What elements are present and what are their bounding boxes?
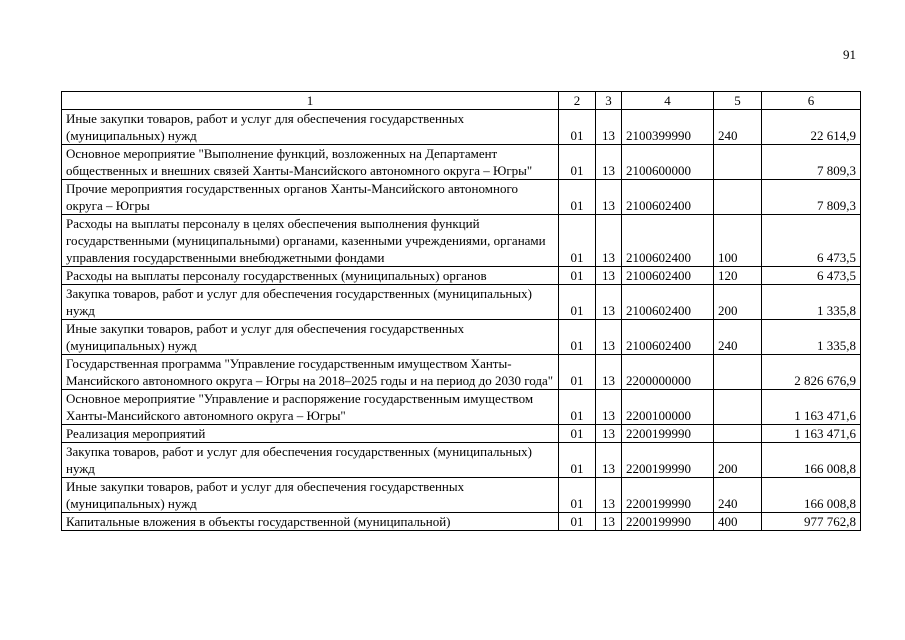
header-cell-3: 3 <box>596 92 622 110</box>
row-expense-type: 120 <box>714 267 762 285</box>
row-expense-type <box>714 425 762 443</box>
row-amount: 7 809,3 <box>762 180 861 215</box>
table-row <box>62 355 861 390</box>
row-amount: 22 614,9 <box>762 110 861 145</box>
row-target-article: 2100600000 <box>622 145 714 180</box>
budget-table <box>61 91 861 531</box>
row-expense-type: 400 <box>714 513 762 531</box>
table-row <box>62 145 861 180</box>
table-row <box>62 513 861 531</box>
table-row <box>62 443 861 478</box>
row-section: 01 <box>559 285 596 320</box>
row-name: Иные закупки товаров, работ и услуг для обеспечения государственных (муниципальных) нужд <box>62 110 559 145</box>
row-subsection: 13 <box>596 390 622 425</box>
row-name: Основное мероприятие "Выполнение функций, возложенных на Департамент общественных и внешних связей Ханты-Мансийского автономного округа – Югры" <box>62 145 559 180</box>
row-amount: 7 809,3 <box>762 145 861 180</box>
row-expense-type <box>714 355 762 390</box>
row-target-article: 2100399990 <box>622 110 714 145</box>
row-subsection: 13 <box>596 285 622 320</box>
row-expense-type: 200 <box>714 285 762 320</box>
row-target-article: 2200199990 <box>622 478 714 513</box>
row-section: 01 <box>559 513 596 531</box>
row-subsection: 13 <box>596 355 622 390</box>
table-row <box>62 425 861 443</box>
row-subsection: 13 <box>596 320 622 355</box>
row-amount: 166 008,8 <box>762 478 861 513</box>
row-amount: 977 762,8 <box>762 513 861 531</box>
row-section: 01 <box>559 320 596 355</box>
table-row <box>62 180 861 215</box>
row-name: Закупка товаров, работ и услуг для обеспечения государственных (муниципальных) нужд <box>62 443 559 478</box>
row-target-article: 2100602400 <box>622 215 714 267</box>
row-amount: 1 335,8 <box>762 285 861 320</box>
row-target-article: 2200199990 <box>622 443 714 478</box>
header-cell-5: 5 <box>714 92 762 110</box>
row-name: Прочие мероприятия государственных органов Ханты-Мансийского автономного округа – Югры <box>62 180 559 215</box>
row-target-article: 2100602400 <box>622 267 714 285</box>
row-name: Реализация мероприятий <box>62 425 559 443</box>
row-expense-type: 240 <box>714 320 762 355</box>
row-name: Иные закупки товаров, работ и услуг для обеспечения государственных (муниципальных) нужд <box>62 478 559 513</box>
row-section: 01 <box>559 478 596 513</box>
row-subsection: 13 <box>596 513 622 531</box>
table-row <box>62 215 861 267</box>
row-expense-type: 240 <box>714 110 762 145</box>
table-row <box>62 390 861 425</box>
table-row <box>62 478 861 513</box>
row-target-article: 2100602400 <box>622 180 714 215</box>
row-subsection: 13 <box>596 478 622 513</box>
row-subsection: 13 <box>596 443 622 478</box>
table-row <box>62 267 861 285</box>
row-subsection: 13 <box>596 267 622 285</box>
row-expense-type: 200 <box>714 443 762 478</box>
row-amount: 1 163 471,6 <box>762 390 861 425</box>
row-amount: 6 473,5 <box>762 267 861 285</box>
page-number: 91 <box>843 47 856 62</box>
row-expense-type: 240 <box>714 478 762 513</box>
row-target-article: 2200000000 <box>622 355 714 390</box>
row-amount: 1 163 471,6 <box>762 425 861 443</box>
row-amount: 1 335,8 <box>762 320 861 355</box>
row-name: Государственная программа "Управление государственным имуществом Ханты-Мансийского автономного округа – Югры на 2018–2025 годы и на период до 2030 года" <box>62 355 559 390</box>
row-amount: 2 826 676,9 <box>762 355 861 390</box>
row-name: Капитальные вложения в объекты государственной (муниципальной) <box>62 513 559 531</box>
row-name: Основное мероприятие "Управление и распоряжение государственным имуществом Ханты-Мансийского автономного округа – Югры" <box>62 390 559 425</box>
row-section: 01 <box>559 180 596 215</box>
row-target-article: 2200100000 <box>622 390 714 425</box>
row-section: 01 <box>559 110 596 145</box>
row-expense-type <box>714 390 762 425</box>
row-section: 01 <box>559 443 596 478</box>
header-cell-2: 2 <box>559 92 596 110</box>
row-section: 01 <box>559 355 596 390</box>
table-row <box>62 110 861 145</box>
row-subsection: 13 <box>596 145 622 180</box>
row-name: Расходы на выплаты персоналу государственных (муниципальных) органов <box>62 267 559 285</box>
row-target-article: 2100602400 <box>622 285 714 320</box>
row-subsection: 13 <box>596 180 622 215</box>
row-section: 01 <box>559 267 596 285</box>
row-expense-type <box>714 145 762 180</box>
header-cell-4: 4 <box>622 92 714 110</box>
row-section: 01 <box>559 215 596 267</box>
row-subsection: 13 <box>596 110 622 145</box>
row-subsection: 13 <box>596 215 622 267</box>
row-name: Закупка товаров, работ и услуг для обеспечения государственных (муниципальных) нужд <box>62 285 559 320</box>
header-row <box>62 92 861 110</box>
table-row <box>62 320 861 355</box>
row-expense-type: 100 <box>714 215 762 267</box>
row-target-article: 2200199990 <box>622 425 714 443</box>
row-target-article: 2200199990 <box>622 513 714 531</box>
table-row <box>62 285 861 320</box>
header-cell-1: 1 <box>62 92 559 110</box>
row-subsection: 13 <box>596 425 622 443</box>
row-section: 01 <box>559 390 596 425</box>
row-target-article: 2100602400 <box>622 320 714 355</box>
header-cell-6: 6 <box>762 92 861 110</box>
row-section: 01 <box>559 145 596 180</box>
row-amount: 6 473,5 <box>762 215 861 267</box>
row-expense-type <box>714 180 762 215</box>
row-name: Расходы на выплаты персоналу в целях обеспечения выполнения функций государственными (муниципальными) органами, казенными учреждениями, органами управления государственными внебюджетными фондами <box>62 215 559 267</box>
row-name: Иные закупки товаров, работ и услуг для обеспечения государственных (муниципальных) нужд <box>62 320 559 355</box>
row-amount: 166 008,8 <box>762 443 861 478</box>
row-section: 01 <box>559 425 596 443</box>
